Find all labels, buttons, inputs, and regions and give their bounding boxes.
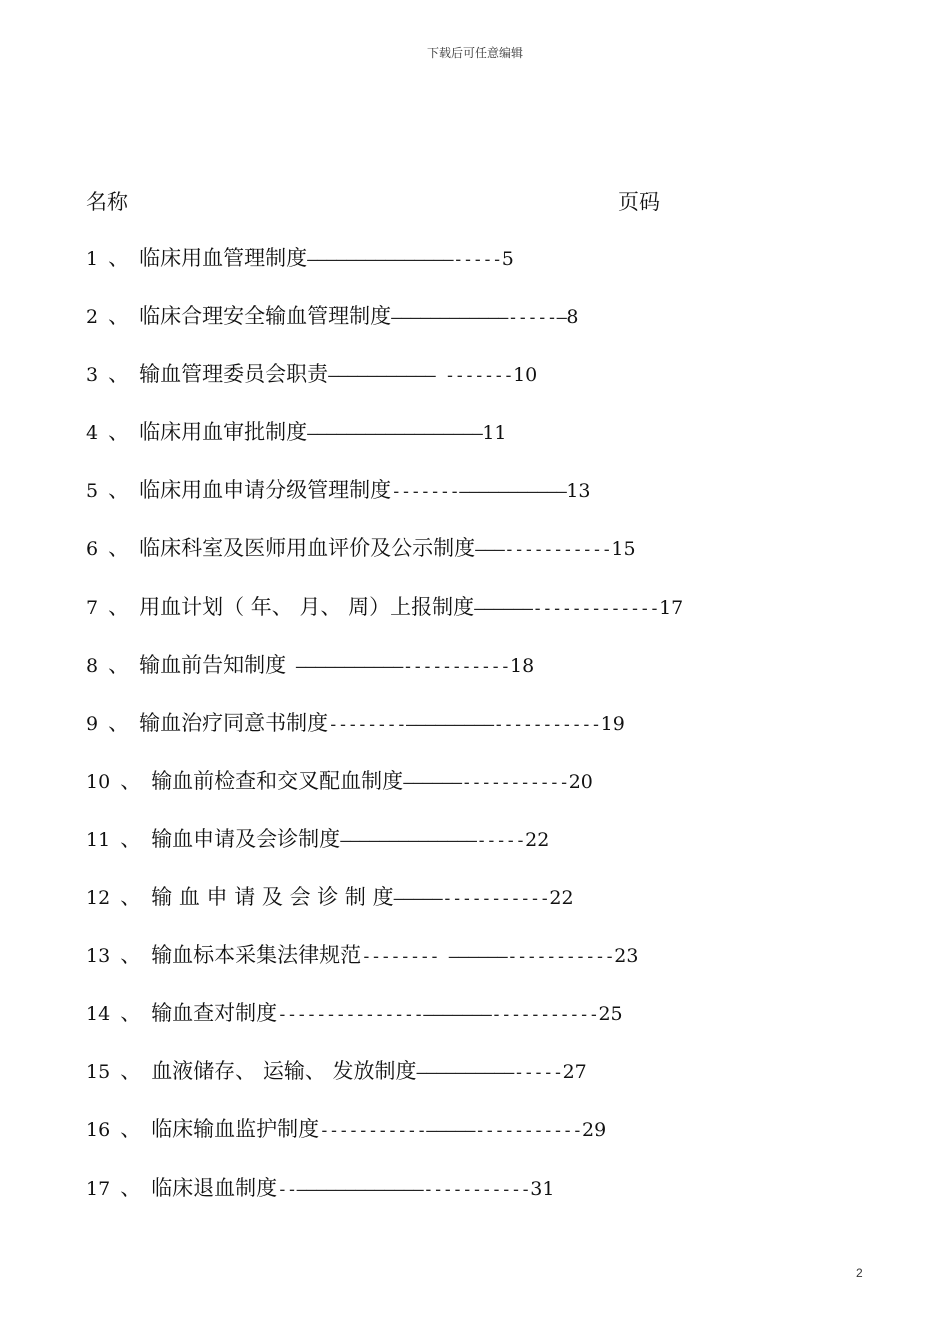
entry-leader: ---------------———————----------- xyxy=(277,1005,599,1026)
entry-separator: 、 xyxy=(120,768,142,793)
entry-title: 输血标本采集法律规范 xyxy=(151,943,362,968)
column-header-name: 名称 xyxy=(86,190,128,214)
entry-title: 临床用血申请分级管理制度 xyxy=(139,478,392,503)
entry-title: 临床用血管理制度 xyxy=(139,246,308,270)
entry-separator: 、 xyxy=(120,1117,142,1142)
entry-page: 17 xyxy=(659,596,684,619)
entry-leader: —————----------- xyxy=(393,889,550,910)
entry-leader: ——————------------- xyxy=(474,598,660,619)
entry-number: 13 xyxy=(86,945,111,968)
entry-title: 临床用血审批制度 xyxy=(139,420,308,445)
entry-number: 3 xyxy=(86,364,99,387)
entry-title: 临床合理安全输血管理制度 xyxy=(139,304,392,329)
entry-title: 临床科室及医师用血评价及公示制度 xyxy=(139,536,476,561)
entry-page: 11 xyxy=(482,422,507,445)
page-number: 2 xyxy=(856,1266,863,1280)
entry-title: 输血申请及会诊制度 xyxy=(151,826,341,851)
entry-separator: 、 xyxy=(108,594,130,619)
entry-separator: 、 xyxy=(108,652,130,677)
entry-page: 22 xyxy=(549,887,574,910)
column-header-page: 页码 xyxy=(618,190,660,214)
header-note: 下载后可任意编辑 xyxy=(426,46,523,60)
toc-entry[interactable] xyxy=(86,589,846,647)
entry-number: 14 xyxy=(86,1003,111,1026)
entry-page: 10 xyxy=(513,364,538,387)
entry-leader: --—————————————----------- xyxy=(277,1179,531,1200)
toc-entry[interactable] xyxy=(86,356,846,414)
toc-entry[interactable] xyxy=(86,937,846,995)
entry-title: 临床退血制度 xyxy=(151,1175,278,1200)
toc-entry[interactable] xyxy=(86,763,846,821)
toc-entry[interactable] xyxy=(86,879,846,937)
toc-entry[interactable] xyxy=(86,472,846,530)
entry-leader: —————————————————— xyxy=(307,424,483,445)
entry-number: 15 xyxy=(86,1061,111,1084)
entry-title: 输血管理委员会职责 xyxy=(139,362,329,387)
entry-separator: 、 xyxy=(108,536,130,561)
toc-entry[interactable] xyxy=(86,647,846,705)
entry-number: 10 xyxy=(86,770,111,793)
entry-separator: 、 xyxy=(120,1001,142,1026)
entry-number: 7 xyxy=(86,596,99,619)
entry-title: 输血治疗同意书制度 xyxy=(139,710,329,735)
entry-separator: 、 xyxy=(108,478,130,503)
entry-page: 27 xyxy=(562,1061,587,1084)
entry-title: 用血计划（ 年、 月、 周）上报制度 xyxy=(139,594,475,619)
entry-number: 1 xyxy=(86,248,99,270)
entry-separator: 、 xyxy=(120,1175,142,1200)
toc-entry[interactable] xyxy=(86,298,846,356)
entry-title: 输血查对制度 xyxy=(151,1001,278,1026)
entry-page: 31 xyxy=(530,1177,555,1200)
entry-title: 输血前检查和交叉配血制度 xyxy=(151,768,404,793)
toc-entry[interactable] xyxy=(86,705,846,763)
entry-separator: 、 xyxy=(120,826,142,851)
toc-entry[interactable] xyxy=(86,1170,846,1228)
entry-leader: ———————————————----- xyxy=(307,250,502,270)
entry-number: 17 xyxy=(86,1177,111,1200)
entry-number: 2 xyxy=(86,306,99,329)
entry-page: 15 xyxy=(611,538,636,561)
entry-page: 23 xyxy=(614,945,639,968)
toc-entry[interactable] xyxy=(86,240,846,298)
toc-entry[interactable] xyxy=(86,530,846,588)
entry-leader: ———----------- xyxy=(475,540,612,561)
entry-number: 8 xyxy=(86,654,99,677)
entry-leader: -----------—————----------- xyxy=(319,1121,583,1142)
entry-number: 4 xyxy=(86,422,99,445)
entry-title: 输血前告知制度 xyxy=(139,652,287,677)
toc-entry[interactable] xyxy=(86,821,846,879)
entry-separator: 、 xyxy=(120,1059,142,1084)
entry-leader: ——————————— ------- xyxy=(328,366,514,387)
entry-page: 13 xyxy=(566,480,591,503)
table-of-contents xyxy=(86,240,846,1228)
entry-page: 19 xyxy=(600,712,625,735)
entry-page: 18 xyxy=(510,654,535,677)
entry-number: 6 xyxy=(86,538,99,561)
entry-title: 血液储存、 运输、 发放制度 xyxy=(151,1059,417,1084)
entry-page: 29 xyxy=(582,1119,607,1142)
entry-separator: 、 xyxy=(108,246,130,270)
entry-leader: ——————----------- xyxy=(403,772,569,793)
entry-page: 22 xyxy=(525,828,550,851)
entry-separator: 、 xyxy=(108,710,130,735)
entry-number: 16 xyxy=(86,1119,111,1142)
toc-entry[interactable] xyxy=(86,1111,846,1169)
entry-number: 5 xyxy=(86,480,99,503)
entry-title: 临床输血监护制度 xyxy=(151,1117,320,1142)
entry-leader: ——————————————----- xyxy=(340,830,526,851)
entry-number: 12 xyxy=(86,887,111,910)
entry-leader: -------- ——————----------- xyxy=(361,947,615,968)
entry-leader: ———————————----------- xyxy=(286,656,510,677)
entry-page: 25 xyxy=(598,1003,623,1026)
entry-page: 8 xyxy=(566,306,579,329)
entry-page: 5 xyxy=(501,248,514,270)
entry-leader: --------—————————----------- xyxy=(328,714,601,735)
entry-separator: 、 xyxy=(108,420,130,445)
toc-entry[interactable] xyxy=(86,414,846,472)
entry-page: 20 xyxy=(568,770,593,793)
entry-leader: -------——————————— xyxy=(391,482,567,503)
entry-separator: 、 xyxy=(120,943,142,968)
toc-entry[interactable] xyxy=(86,995,846,1053)
entry-separator: 、 xyxy=(108,362,130,387)
entry-separator: 、 xyxy=(108,304,130,329)
entry-leader: ————————————-----— xyxy=(391,308,567,329)
entry-separator: 、 xyxy=(120,885,142,910)
toc-entry[interactable] xyxy=(86,1053,846,1111)
entry-number: 11 xyxy=(86,828,111,851)
entry-leader: ——————————----- xyxy=(416,1063,563,1084)
entry-title: 输 血 申 请 及 会 诊 制 度 xyxy=(151,885,394,910)
entry-number: 9 xyxy=(86,712,99,735)
